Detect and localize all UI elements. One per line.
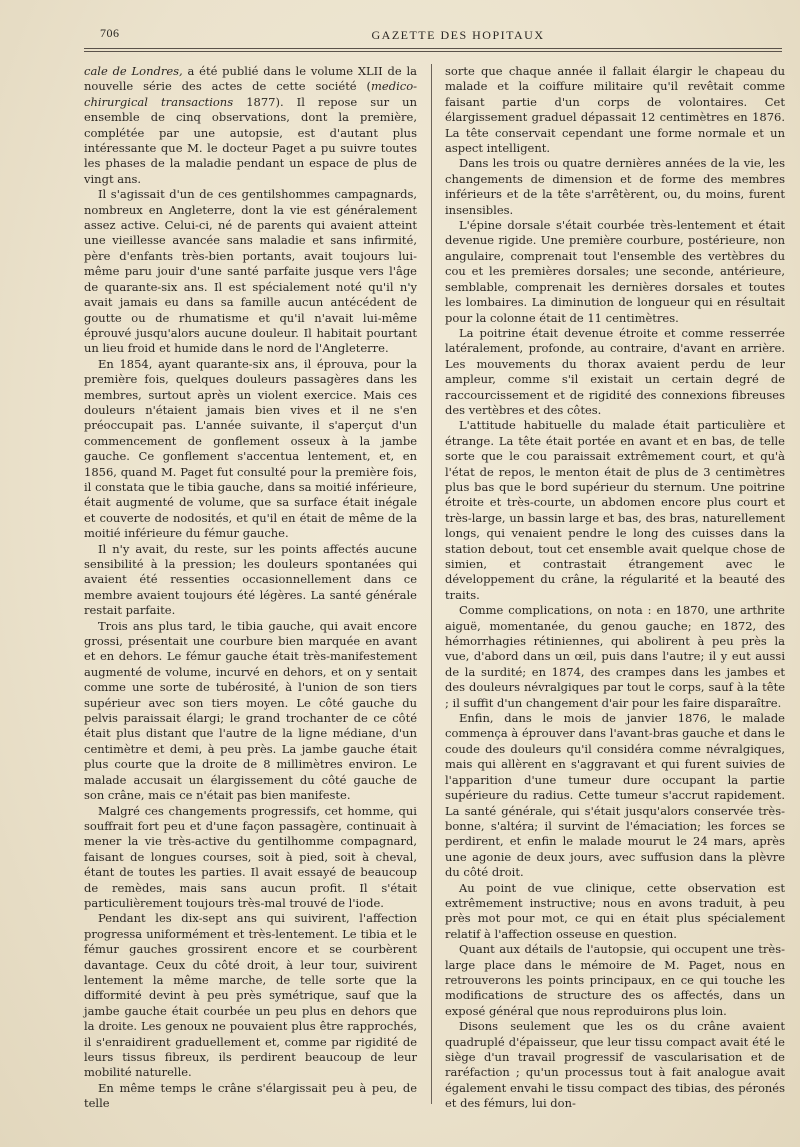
left-column: [84, 64, 417, 1112]
paragraph-tail: 1877). Il repose sur un ensemble de cinq observations, dont la première, complétée par une autopsie, est d'autant plus intéressante que M. le docteur Paget a pu suivre toutes les phases de la maladie pendant un espace de plus de vingt ans.: [84, 94, 417, 186]
paragraph: L'épine dorsale s'était courbée très-lentement et était devenue rigide. Une première courbure, postérieure, non angulaire, comprenait tout l'ensemble des vertèbres du cou et les premières dorsales; une seconde, antérieure, semblable, comprenait les dernières dorsales et toutes les lombaires. La diminution de longueur qui en résultait pour la colonne était de 11 centimètres.: [445, 218, 785, 325]
paragraph-text: a été publié dans le volume XLII de la nouvelle série des actes de cette société (: [84, 64, 417, 94]
header-rule-bottom: [84, 51, 782, 52]
paragraph: Il s'agissait d'un de ces gentilshommes campagnards, nombreux en Angleterre, dont la vie est généralement assez active. Celui-ci, né de parents qui avaient atteint une vieillesse avancée sans maladie et sans infirmité, père d'enfants très-bien portants, avait toujours lui-même paru jouir d'une santé parfaite jusque vers l'âge de quarante-six ans. Il est spécialement noté qu'il n'y avait jamais eu dans sa famille aucun antécédent de goutte ou de rhumatisme et qu'il n'avait lui-même éprouvé jusqu'alors aucune douleur. Il habitait pourtant un lieu froid et humide dans le nord de l'Angleterre.: [84, 187, 417, 356]
paragraph: Comme complications, on nota : en 1870, une arthrite aiguë, momentanée, du genou gauche; en 1872, des hémorrhagies rétiniennes, qui abolirent à peu près la vue, d'abord dans un œil, puis dans l'autre; il y eut aussi de la surdité; en 1874, des crampes dans les jambes et des douleurs névralgiques par tout le corps, sauf à la tête ; il suffit d'un changement d'air pour les faire disparaître.: [445, 603, 785, 710]
italic-title: medico-chirurgical transactions: [84, 79, 417, 109]
column-divider: [431, 64, 432, 1104]
page-number: 706: [100, 26, 120, 40]
paragraph: Dans les trois ou quatre dernières années de la vie, les changements de dimension et de forme des membres inférieurs et de la tête s'arrêtèrent, ou, du moins, furent insensibles.: [445, 156, 785, 217]
paragraph: Disons seulement que les os du crâne avaient quadruplé d'épaisseur, que leur tissu compact avait été le siège d'un travail progressif de vascularisation et de raréfaction ; qu'un processus tout à fait analogue avait également envahi le tissu compact des tibias, des péronés et des fémurs, lui don-: [445, 1019, 785, 1111]
page-header: [72, 22, 784, 46]
paragraph: L'attitude habituelle du malade était particulière et étrange. La tête était portée en avant et en bas, de telle sorte que le cou paraissait extrêmement court, et qu'à l'état de repos, le menton était de plus de 3 centimètres plus bas que le bord supérieur du sternum. Une poitrine étroite et très-courte, un abdomen encore plus court et très-large, un bassin large et bas, des bras, naturellement longs, qui venaient pendre le long des cuisses dans la station debout, tout cet ensemble avait quelque chose de simien, et contrastait étrangement avec le développement du crâne, la régularité et la beauté des traits.: [445, 418, 785, 602]
running-title: GAZETTE DES HOPITAUX: [371, 28, 545, 42]
paragraph: En même temps le crâne s'élargissait peu à peu, de telle: [84, 1080, 417, 1111]
paragraph: Enfin, dans le mois de janvier 1876, le malade commença à éprouver dans l'avant-bras gauche et dans le coude des douleurs qu'il considéra comme névralgiques, mais qui allèrent en s'aggravant et qui furent suivies de l'apparition d'une tumeur dure occupant la partie supérieure du radius. Cette tumeur s'accrut rapidement. La santé générale, qui s'était jusqu'alors conservée très-bonne, s'altéra; il survint de l'émaciation; les forces se perdirent, et enfin le malade mourut le 24 mars, après une agonie de deux jours, avec suffusion dans la plèvre du côté droit.: [445, 711, 785, 880]
paragraph: Quant aux détails de l'autopsie, qui occupent une très-large place dans le mémoire de M. Paget, nous en retrouverons les points principaux, en ce qui touche les modifications de structure des os affectés, dans un exposé général que nous reproduirons plus loin.: [445, 942, 785, 1018]
paragraph: Au point de vue clinique, cette observation est extrêmement instructive; nous en avons traduit, à peu près mot pour mot, ce qui en était plus spécialement relatif à l'affection osseuse en question.: [445, 880, 785, 941]
paragraph: Malgré ces changements progressifs, cet homme, qui souffrait fort peu et d'une façon passagère, continuait à mener la vie très-active du gentilhomme compagnard, faisant de longues courses, soit à pied, soit à cheval, étant de toutes les parties. Il avait essayé de beaucoup de remèdes, mais sans aucun profit. Il s'était particulièrement toujours très-mal trouvé de l'iode.: [84, 803, 417, 910]
header-rule-top: [84, 48, 782, 49]
paragraph: En 1854, ayant quarante-six ans, il éprouva, pour la première fois, quelques douleurs passagères dans les membres, surtout après un violent exercice. Mais ces douleurs n'étaient jamais bien vives et il ne s'en préoccupait pas. L'année suivante, il s'aperçut d'un commencement de gonflement osseux à la jambe gauche. Ce gonflement s'accentua lentement, et, en 1856, quand M. Paget fut consulté pour la première fois, il constata que le tibia gauche, dans sa moitié inférieure, était augmenté de volume, que sa surface était inégale et couverte de nodosités, et qu'il en était de même de la moitié inférieure du fémur gauche.: [84, 356, 417, 541]
paragraph: La poitrine était devenue étroite et comme resserrée latéralement, profonde, au contraire, d'avant en arrière. Les mouvements du thorax avaient perdu de leur ampleur, comme s'il existait un certain degré de raccourcissement et de rigidité des connexions fibreuses des vertèbres et des côtes.: [445, 325, 785, 417]
paragraph: [84, 64, 417, 187]
article-columns: [84, 64, 786, 1111]
italic-lead: cale de Londres,: [84, 64, 183, 78]
paragraph: Il n'y avait, du reste, sur les points affectés aucune sensibilité à la pression; les douleurs spontanées qui avaient été ressenties occasionnellement dans ce membre avaient toujours été légères. La santé générale restait parfaite.: [84, 541, 417, 618]
right-column: [445, 64, 785, 1112]
paragraph: sorte que chaque année il fallait élargir le chapeau du malade et la coiffure militaire qu'il revêtait comme faisant partie d'un corps de volontaires. Cet élargissement graduel dépassait 12 centimètres en 1876. La tête conservait cependant une forme normale et un aspect intelligent.: [445, 64, 785, 156]
paragraph: Pendant les dix-sept ans qui suivirent, l'affection progressa uniformément et très-lentement. Le tibia et le fémur gauches grossirent encore et se courbèrent davantage. Ceux du côté droit, à leur tour, suivirent lentement la même marche, de telle sorte que la difformité devint à peu près symétrique, sauf que la jambe gauche était courbée un peu plus en dehors que la droite. Les genoux ne pouvaient plus être rapprochés, il s'enraidirent graduellement et, comme par rigidité de leurs tissus fibreux, ils perdirent beaucoup de leur mobilité naturelle.: [84, 911, 417, 1080]
paragraph: Trois ans plus tard, le tibia gauche, qui avait encore grossi, présentait une courbure bien marquée en avant et en dehors. Le fémur gauche était très-manifestement augmenté de volume, incurvé en dehors, et on y sentait comme une sorte de tubérosité, à l'union de son tiers supérieur avec son tiers moyen. Le côté gauche du pelvis paraissait élargi; le grand trochanter de ce côté était plus distant que l'autre de la ligne médiane, d'un centimètre et demi, à peu près. La jambe gauche était plus courte que la droite de 8 millimètres environ. Le malade accusait un élargissement du côté gauche de son crâne, mais ce n'était pas bien manifeste.: [84, 618, 417, 803]
